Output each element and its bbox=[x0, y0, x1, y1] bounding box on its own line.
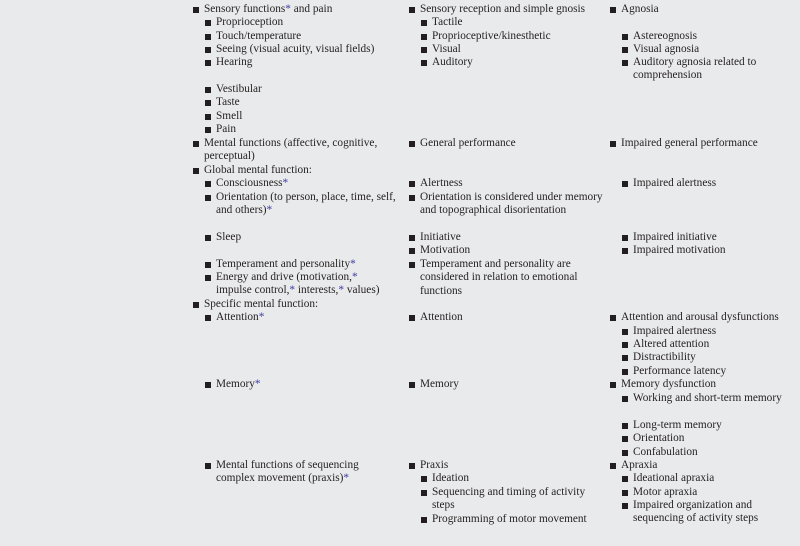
bullet-square-icon bbox=[622, 248, 628, 254]
bullet-square-icon bbox=[622, 47, 628, 53]
asterisk-marker: * bbox=[254, 378, 261, 390]
bullet-square-icon bbox=[421, 34, 427, 40]
list-item-text: Vestibular bbox=[216, 83, 262, 95]
bullet-square-icon bbox=[409, 382, 415, 388]
bullet-square-icon bbox=[193, 168, 199, 174]
list-item-text: and pain bbox=[290, 3, 333, 15]
bullet-square-icon bbox=[622, 436, 628, 442]
list-item-text: Memory bbox=[216, 378, 255, 390]
list-item-text: Impaired initiative bbox=[633, 231, 717, 243]
list-item bbox=[191, 164, 396, 177]
bullet-square-icon bbox=[409, 195, 415, 201]
bullet-square-icon bbox=[205, 463, 211, 469]
bullet-square-icon bbox=[193, 7, 199, 13]
bullet-square-icon bbox=[421, 60, 427, 66]
list-item-text: Confabulation bbox=[633, 446, 698, 458]
list-item bbox=[407, 459, 605, 472]
bullet-square-icon bbox=[622, 450, 628, 456]
bullet-square-icon bbox=[205, 262, 211, 268]
list-item bbox=[407, 43, 605, 56]
list-item-text: Astereognosis bbox=[633, 30, 698, 42]
list-item bbox=[608, 365, 798, 378]
bullet-square-icon bbox=[409, 7, 415, 13]
list-item-text: Taste bbox=[216, 96, 240, 108]
list-item bbox=[608, 56, 798, 83]
list-item bbox=[608, 325, 798, 338]
bullet-square-icon bbox=[205, 315, 211, 321]
asterisk-marker: * bbox=[266, 204, 273, 217]
list-item-text: impulse control, bbox=[216, 284, 290, 297]
list-item-text: Consciousness bbox=[216, 177, 283, 189]
list-item-text: Orientation is considered under memory and topographical disorientation bbox=[420, 191, 603, 217]
list-item-text: Specific mental function: bbox=[204, 298, 319, 310]
list-item bbox=[191, 43, 396, 56]
list-item-text: Orientation bbox=[633, 432, 685, 444]
list-item-text: values) bbox=[344, 284, 380, 297]
bullet-square-icon bbox=[409, 262, 415, 268]
list-item-text: Temperament and personality are considered in relation to emotional functions bbox=[420, 258, 578, 297]
bullet-square-icon bbox=[622, 396, 628, 402]
list-item-text: Ideation bbox=[432, 472, 470, 484]
list-item-text: Auditory agnosia related to comprehension bbox=[633, 56, 757, 82]
list-item bbox=[608, 30, 798, 43]
list-item bbox=[608, 177, 798, 190]
list-item bbox=[191, 311, 396, 324]
bullet-square-icon bbox=[205, 382, 211, 388]
list-item-text: Pain bbox=[216, 123, 237, 135]
bullet-square-icon bbox=[421, 517, 427, 523]
list-item-text: Temperament and personality bbox=[216, 258, 351, 270]
list-item bbox=[608, 378, 798, 391]
list-item bbox=[608, 338, 798, 351]
list-item-text: Distractibility bbox=[633, 351, 696, 363]
list-item-text: Impaired organization and sequencing of activity steps bbox=[633, 499, 759, 525]
list-item bbox=[191, 459, 396, 486]
list-item-text: Long-term memory bbox=[633, 419, 722, 431]
bullet-square-icon bbox=[610, 382, 616, 388]
list-item-text: Tactile bbox=[432, 16, 463, 28]
list-item-text: Energy and drive (motivation, bbox=[216, 271, 352, 283]
bullet-square-icon bbox=[622, 329, 628, 335]
list-item-text: Smell bbox=[216, 110, 243, 122]
list-item bbox=[608, 472, 798, 485]
bullet-square-icon bbox=[622, 60, 628, 66]
bullet-square-icon bbox=[205, 100, 211, 106]
bullet-square-icon bbox=[205, 47, 211, 53]
list-item-text: Proprioception bbox=[216, 16, 284, 28]
list-item bbox=[191, 30, 396, 43]
list-item bbox=[191, 83, 396, 96]
list-item-text: Auditory bbox=[432, 56, 473, 68]
list-item-text: Seeing (visual acuity, visual fields) bbox=[216, 43, 375, 55]
asterisk-marker: * bbox=[338, 284, 345, 297]
bullet-square-icon bbox=[421, 490, 427, 496]
bullet-square-icon bbox=[409, 315, 415, 321]
bullet-square-icon bbox=[409, 248, 415, 254]
bullet-square-icon bbox=[622, 490, 628, 496]
bullet-square-icon bbox=[622, 355, 628, 361]
list-item-text: Visual bbox=[432, 43, 461, 55]
list-item-text: Memory bbox=[420, 378, 459, 390]
list-item-text: Proprioceptive/kinesthetic bbox=[432, 30, 551, 42]
list-item bbox=[608, 486, 798, 499]
list-item-text: Motivation bbox=[420, 244, 471, 256]
asterisk-marker: * bbox=[282, 177, 289, 189]
list-item bbox=[191, 3, 396, 16]
list-item bbox=[191, 96, 396, 109]
list-item bbox=[407, 3, 605, 16]
bullet-square-icon bbox=[421, 47, 427, 53]
list-item bbox=[608, 499, 798, 526]
list-item bbox=[608, 351, 798, 364]
bullet-square-icon bbox=[622, 503, 628, 509]
list-item bbox=[407, 311, 605, 324]
list-item bbox=[608, 231, 798, 244]
list-item-text: Sensory reception and simple gnosis bbox=[420, 3, 586, 15]
bullet-square-icon bbox=[205, 235, 211, 241]
bullet-square-icon bbox=[409, 235, 415, 241]
list-item-text: Impaired alertness bbox=[633, 325, 717, 337]
list-item bbox=[608, 137, 798, 150]
bullet-square-icon bbox=[205, 87, 211, 93]
list-item bbox=[608, 392, 798, 405]
list-item bbox=[407, 30, 605, 43]
list-item bbox=[407, 16, 605, 29]
bullet-square-icon bbox=[205, 114, 211, 120]
asterisk-marker: * bbox=[285, 3, 291, 15]
list-item bbox=[407, 231, 605, 244]
bullet-square-icon bbox=[205, 195, 211, 201]
list-item bbox=[608, 432, 798, 445]
list-item-text: Working and short-term memory bbox=[633, 392, 782, 404]
list-item bbox=[407, 378, 605, 391]
bullet-square-icon bbox=[421, 476, 427, 482]
list-item-text: Impaired alertness bbox=[633, 177, 717, 189]
list-item bbox=[407, 137, 605, 150]
list-item bbox=[407, 177, 605, 190]
list-item-text: Programming of motor movement bbox=[432, 513, 587, 525]
bullet-square-icon bbox=[193, 141, 199, 147]
list-item-text: Attention and arousal dysfunctions bbox=[621, 311, 779, 323]
list-item-text: Sensory functions bbox=[204, 3, 286, 15]
list-item bbox=[407, 56, 605, 69]
list-item bbox=[608, 43, 798, 56]
list-item-text: Orientation (to person, place, time, self, and others) bbox=[216, 191, 396, 217]
list-item bbox=[608, 311, 798, 324]
list-item bbox=[191, 378, 396, 391]
bullet-square-icon bbox=[205, 20, 211, 26]
bullet-square-icon bbox=[421, 20, 427, 26]
asterisk-marker: * bbox=[343, 472, 350, 485]
list-item-text: Alertness bbox=[420, 177, 463, 189]
bullet-square-icon bbox=[622, 235, 628, 241]
list-item-text: Global mental function: bbox=[204, 164, 312, 176]
list-item bbox=[191, 271, 396, 298]
list-item-text: Praxis bbox=[420, 459, 449, 471]
list-item bbox=[191, 56, 396, 69]
bullet-square-icon bbox=[622, 342, 628, 348]
bullet-square-icon bbox=[409, 141, 415, 147]
list-item-text: Initiative bbox=[420, 231, 461, 243]
list-item bbox=[608, 3, 798, 16]
list-item bbox=[608, 459, 798, 472]
list-item-text: Mental functions of sequencing complex movement (praxis) bbox=[216, 459, 359, 485]
list-item bbox=[608, 419, 798, 432]
list-item bbox=[191, 298, 396, 311]
bullet-square-icon bbox=[610, 7, 616, 13]
list-item-text: Sequencing and timing of activity steps bbox=[432, 486, 586, 512]
list-item bbox=[191, 123, 396, 136]
bullet-square-icon bbox=[610, 463, 616, 469]
bullet-square-icon bbox=[205, 34, 211, 40]
asterisk-marker: * bbox=[289, 284, 296, 297]
list-item bbox=[608, 446, 798, 459]
list-item bbox=[191, 191, 396, 218]
asterisk-marker: * bbox=[350, 258, 356, 270]
list-item-text: Visual agnosia bbox=[633, 43, 700, 55]
bullet-square-icon bbox=[409, 463, 415, 469]
list-item-text: Apraxia bbox=[621, 459, 658, 471]
bullet-square-icon bbox=[622, 34, 628, 40]
list-item bbox=[608, 244, 798, 257]
list-item bbox=[191, 177, 396, 190]
list-item bbox=[191, 110, 396, 123]
list-item-text: Hearing bbox=[216, 56, 253, 68]
bullet-square-icon bbox=[205, 275, 211, 281]
list-item-text: Memory dysfunction bbox=[621, 378, 717, 390]
list-item bbox=[407, 472, 605, 485]
list-item-text: Attention bbox=[420, 311, 463, 323]
bullet-square-icon bbox=[610, 315, 616, 321]
bullet-square-icon bbox=[622, 369, 628, 375]
list-item bbox=[407, 244, 605, 257]
list-item bbox=[191, 16, 396, 29]
bullet-square-icon bbox=[193, 302, 199, 308]
list-item-text: Agnosia bbox=[621, 3, 659, 15]
list-item bbox=[407, 486, 605, 513]
list-item-text: Altered attention bbox=[633, 338, 710, 350]
list-item-text: Impaired general performance bbox=[621, 137, 758, 149]
list-item-text: Mental functions (affective, cognitive, perceptual) bbox=[204, 137, 378, 163]
list-item bbox=[191, 258, 396, 271]
list-item bbox=[407, 258, 605, 298]
list-item bbox=[191, 231, 396, 244]
bullet-square-icon bbox=[622, 423, 628, 429]
bullet-square-icon bbox=[622, 476, 628, 482]
bullet-square-icon bbox=[622, 181, 628, 187]
list-item bbox=[407, 513, 605, 526]
list-item-text: Sleep bbox=[216, 231, 242, 243]
list-item-text: Touch/temperature bbox=[216, 30, 302, 42]
list-item-text: interests, bbox=[295, 284, 339, 297]
bullet-square-icon bbox=[610, 141, 616, 147]
list-item-text: Performance latency bbox=[633, 365, 727, 377]
list-item-text: Ideational apraxia bbox=[633, 472, 715, 484]
bullet-square-icon bbox=[409, 181, 415, 187]
list-item-text: Attention bbox=[216, 311, 259, 323]
bullet-square-icon bbox=[205, 181, 211, 187]
list-item-text: General performance bbox=[420, 137, 516, 149]
list-item-text: Impaired motivation bbox=[633, 244, 726, 256]
asterisk-marker: * bbox=[258, 311, 265, 323]
asterisk-marker: * bbox=[351, 271, 358, 283]
list-item-text: Motor apraxia bbox=[633, 486, 698, 498]
list-item bbox=[407, 191, 605, 218]
bullet-square-icon bbox=[205, 127, 211, 133]
bullet-square-icon bbox=[205, 60, 211, 66]
list-item bbox=[191, 137, 396, 164]
